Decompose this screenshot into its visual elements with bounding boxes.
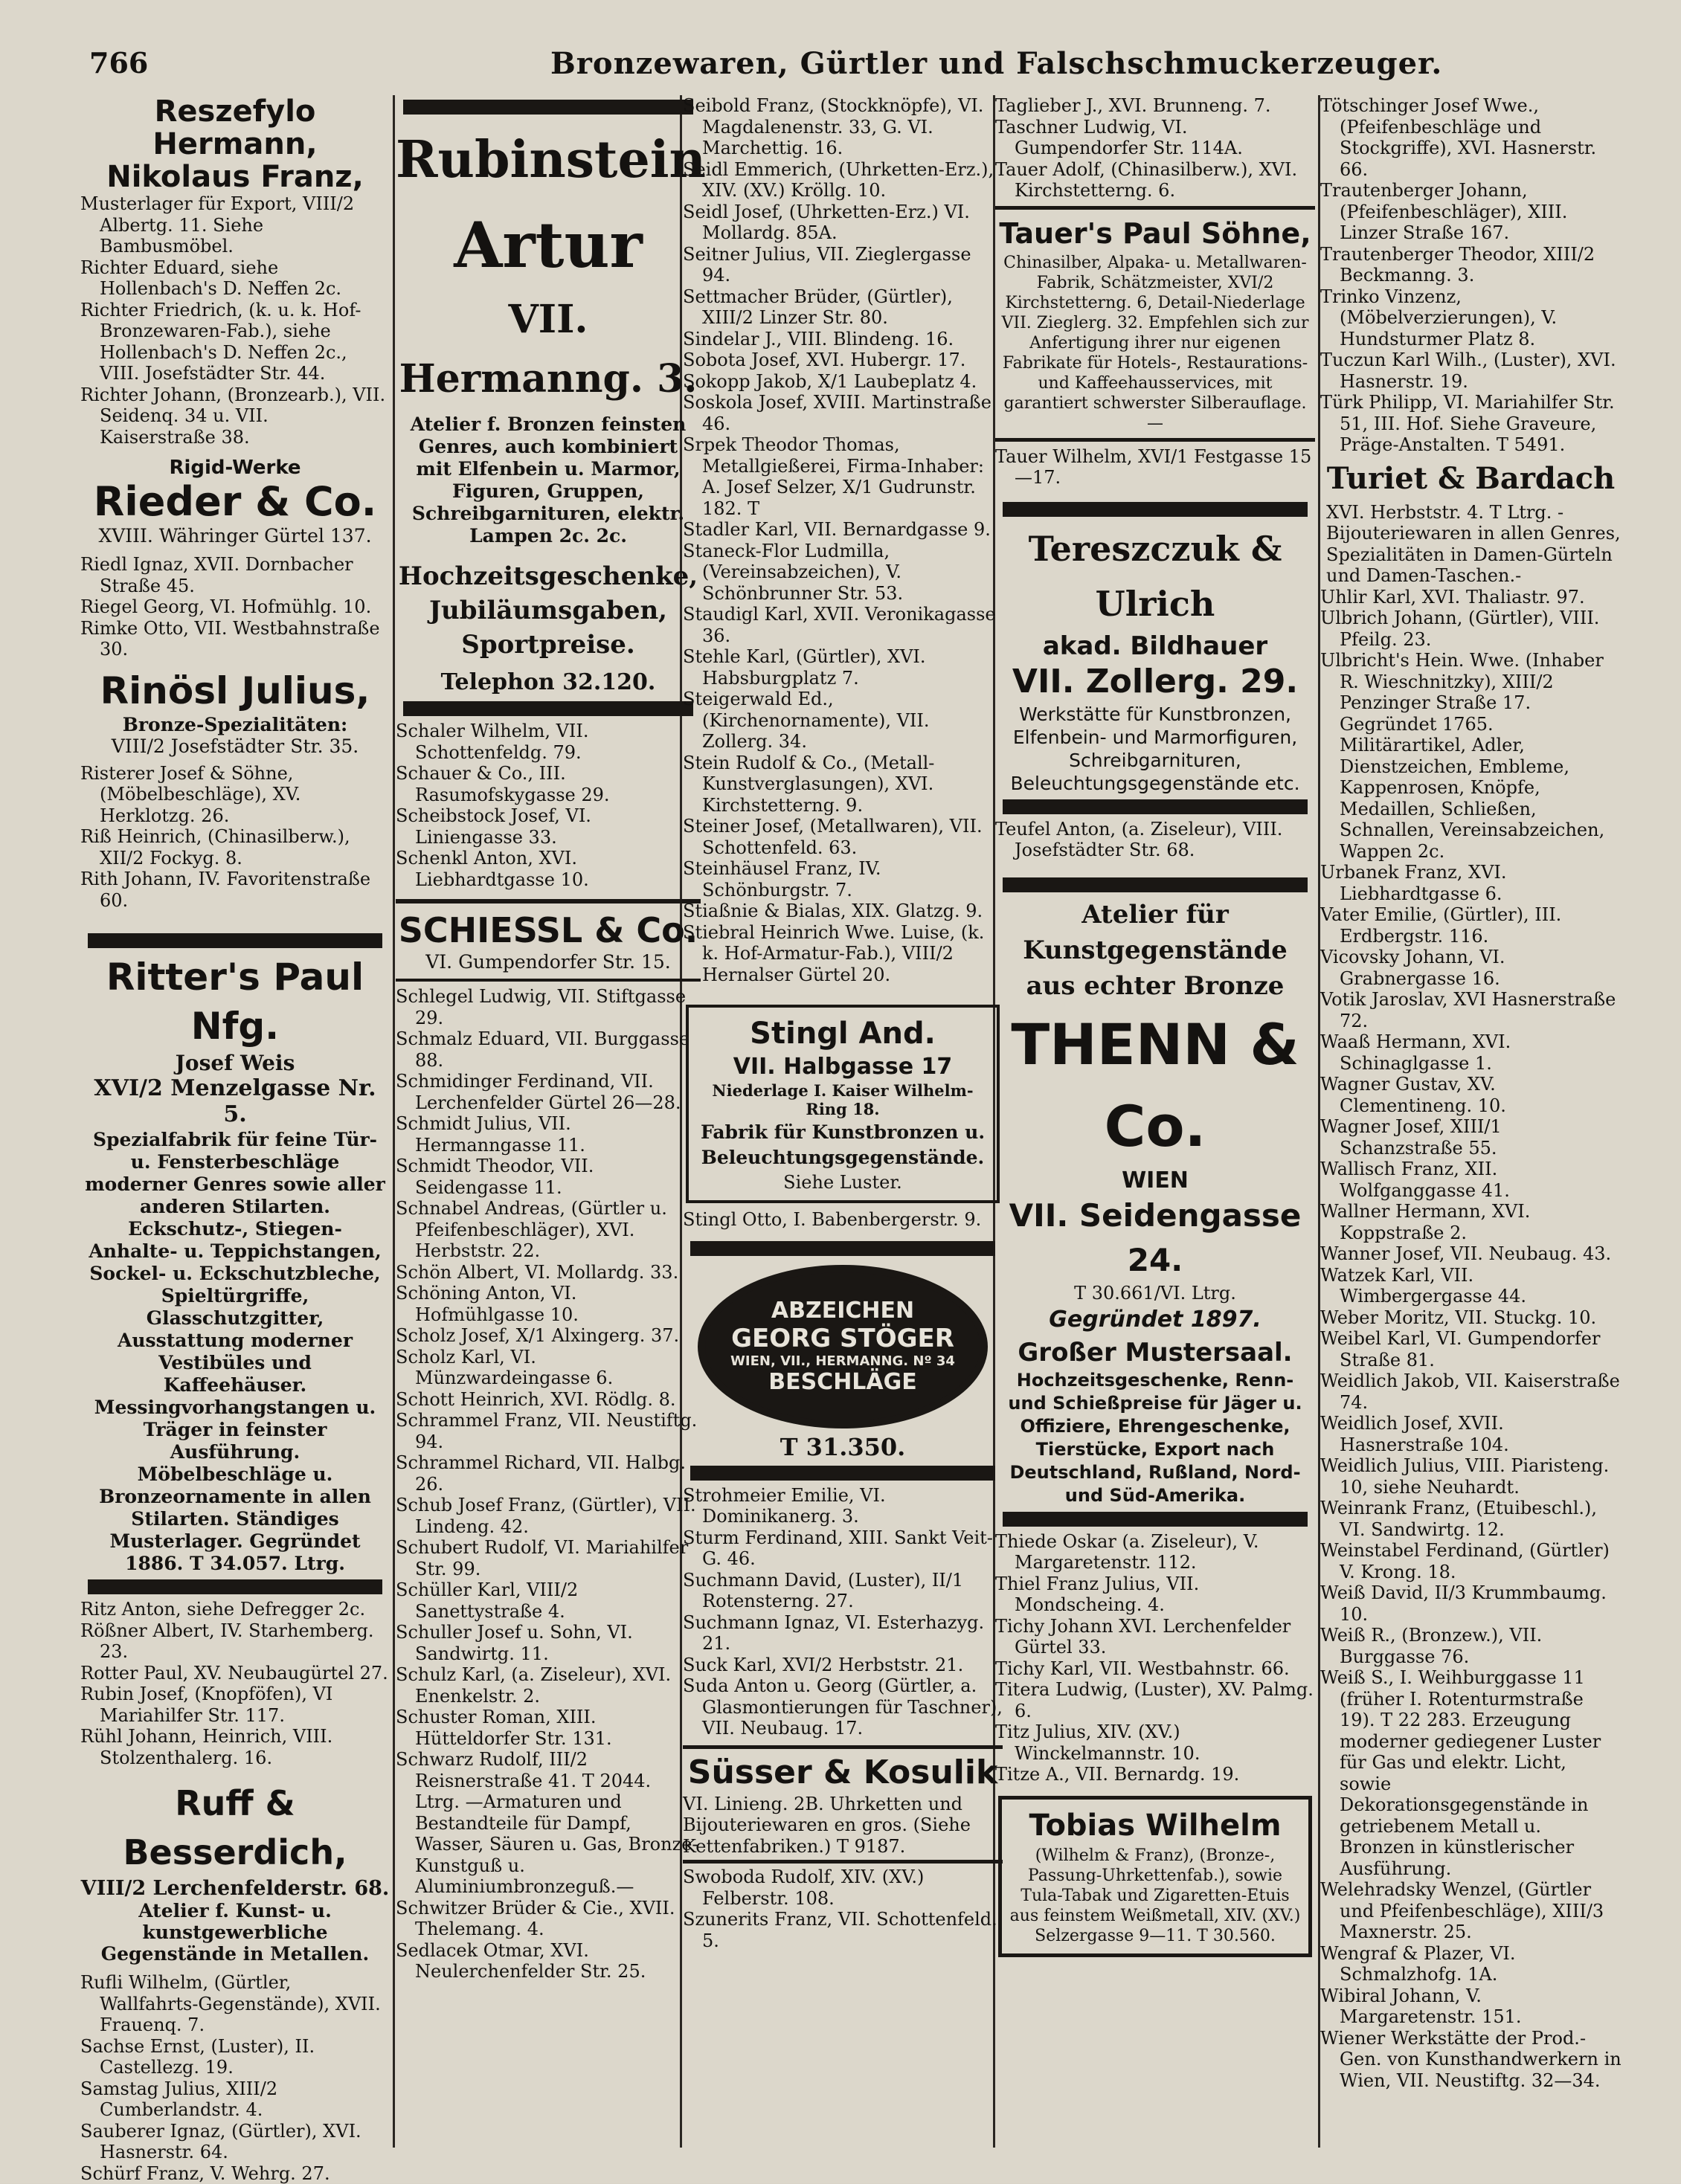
listing-entry: Suda Anton u. Georg (Gürtler, a. Glasmontierungen für Taschner), VII. Neubaug. 17.	[683, 1675, 1003, 1739]
page-title: Bronzewaren, Gürtler und Falschschmuckerzeuger.	[550, 46, 1442, 81]
listing-entry: Welehradsky Wenzel, (Gürtler und Pfeifenbeschläge), XIII/3 Maxnerstr. 25.	[1320, 1879, 1621, 1943]
listing-entry: Schwitzer Brüder & Cie., XVII. Thelemang. 4.	[396, 1898, 701, 1940]
listing-entry: Weinrank Franz, (Etuibeschl.), VI. Sandwirtg. 12.	[1320, 1498, 1621, 1540]
listing-entry: Sobota Josef, XVI. Hubergr. 17.	[683, 349, 1003, 371]
listing-entry: Srpek Theodor Thomas, Metallgießerei, Firma-Inhaber: A. Josef Selzer, X/1 Gudrunstr. 182. T	[683, 434, 1003, 519]
listing-entry: Urbanek Franz, XVI. Liebhardtgasse 6.	[1320, 862, 1621, 904]
ad-title: Turiet & Bardach	[1320, 456, 1621, 502]
ad-subtitle: Bronze-Spezialitäten:	[80, 714, 390, 735]
listing-entry: Scholz Josef, X/1 Alxingerg. 37.	[396, 1325, 701, 1347]
listing-entry: Türk Philipp, VI. Mariahilfer Str. 51, III. Hof. Siehe Graveure, Präge-Anstalten. T 5491.	[1320, 392, 1621, 456]
listing-entry: Scheibstock Josef, VI. Liniengasse 33.	[396, 805, 701, 848]
ad-top-bar	[690, 1241, 995, 1256]
ad-text: VI. Linieng. 2B. Uhrketten und Bijouteriewaren en gros. (Siehe Kettenfabriken.) T 9187.	[683, 1794, 1003, 1858]
column-rule	[393, 95, 395, 2148]
listing-entry: Seidl Josef, (Uhrketten-Erz.) VI. Mollardg. 85A.	[683, 202, 1003, 244]
listing-entry: Stiebral Heinrich Wwe. Luise, (k. k. Hof-Armatur-Fab.), VIII/2 Hernalser Gürtel 20.	[683, 922, 1003, 986]
listing-entry: Schnabel Andreas, (Gürtler u. Pfeifenbeschläger), XVI. Herbststr. 22.	[396, 1198, 701, 1262]
listing-entry: Trinko Vinzenz, (Möbelverzierungen), V. Hundsturmer Platz 8.	[1320, 286, 1621, 350]
listing-entry: Richter Eduard, siehe Hollenbach's D. Neffen 2c.	[80, 257, 390, 300]
listing-entry: Schmidt Theodor, VII. Seidengasse 11.	[396, 1156, 701, 1198]
ad-bottom-bar	[1003, 1512, 1308, 1527]
listing-entry: Rößner Albert, IV. Starhemberg. 23.	[80, 1620, 390, 1663]
ad-bottom-bar	[690, 1466, 995, 1481]
listing-entry: Schön Albert, VI. Mollardg. 33.	[396, 1262, 701, 1283]
listing-entry: Titera Ludwig, (Luster), XV. Palmg. 6.	[995, 1679, 1315, 1721]
ad-subtitle: Rigid-Werke	[80, 457, 390, 479]
listing-entry: Rühl Johann, Heinrich, VIII. Stolzenthalerg. 16.	[80, 1726, 390, 1768]
column-2	[396, 95, 701, 2148]
ad-address: VII. Hermanng. 3.	[396, 290, 701, 409]
listing-entry: Sedlacek Otmar, XVI. Neulerchenfelder Str. 25.	[396, 1940, 701, 1982]
ad-branch: Niederlage I. Kaiser Wilhelm-Ring 18.	[695, 1081, 991, 1118]
ad-title: Ruff & Besserdich,	[80, 1779, 390, 1877]
ad-subtitle: Großer Mustersaal.	[995, 1336, 1315, 1369]
ad-address: XVIII. Währinger Gürtel 137.	[80, 525, 390, 547]
listing-entry: Schauer & Co., III. Rasumofskygasse 29.	[396, 763, 701, 805]
ad-address: XVI/2 Menzelgasse Nr. 5.	[80, 1075, 390, 1127]
ad-address: VII. Zollerg. 29.	[995, 661, 1315, 703]
listing-entry: Tötschinger Josef Wwe., (Pfeifenbeschläge und Stockgriffe), XVI. Hasnerstr. 66.	[1320, 95, 1621, 180]
listing-entry: Rotter Paul, XV. Neubaugürtel 27.	[80, 1663, 390, 1684]
ad-text: Hochzeitsgeschenke, Renn- und Schießpreise für Jäger u. Offiziere, Ehrengeschenke, Tierstücke, Export nach Deutschland, Rußland, Nord- und Süd-Amerika.	[1000, 1369, 1311, 1507]
listing-entry: Weber Moritz, VII. Stuckg. 10.	[1320, 1307, 1621, 1329]
listing-entry: Weidlich Josef, XVII. Hasnerstraße 104.	[1320, 1413, 1621, 1455]
listing-entry: Suck Karl, XVI/2 Herbststr. 21.	[683, 1655, 1003, 1676]
ad-heading: Atelier für Kunstgegenstände aus echter Bronze	[995, 897, 1315, 1004]
listing-entry: Titze A., VII. Bernardg. 19.	[995, 1764, 1315, 1785]
ad-top-bar	[1003, 877, 1308, 892]
listing-entry: Steinhäusel Franz, IV. Schönburgstr. 7.	[683, 858, 1003, 901]
listing-entry: Taschner Ludwig, VI. Gumpendorfer Str. 114A.	[995, 117, 1315, 159]
listing-entry: Schulz Karl, (a. Ziseleur), XVI. Enenkelstr. 2.	[396, 1664, 701, 1707]
ad-text: XVI. Herbststr. 4. T Ltrg. -Bijouteriewaren in allen Genres, Spezialitäten in Damen-Gürteln und Damen-Taschen.-	[1320, 502, 1621, 587]
listing-entry: Sachse Ernst, (Luster), II. Castellezg. 19.	[80, 2036, 390, 2078]
listing-entry: Wiener Werkstätte der Prod.-Gen. von Kunsthandwerkern in Wien, VII. Neustiftg. 32—34.	[1320, 2028, 1621, 2092]
ad-text: Fabrik für Kunstbronzen u. Beleuchtungsgegenstände.	[695, 1120, 991, 1170]
badge-text: ABZEICHEN	[771, 1298, 914, 1324]
listing-entry: Rimke Otto, VII. Westbahnstraße 30.	[80, 618, 390, 660]
listing-entry: Rubin Josef, (Knopföfen), VI Mariahilfer Str. 117.	[80, 1684, 390, 1726]
listing-entry: Sokopp Jakob, X/1 Laubeplatz 4.	[683, 371, 1003, 393]
ad-top-rule	[396, 893, 701, 903]
listing-entry: Trautenberger Theodor, XIII/2 Beckmanng. 3.	[1320, 244, 1621, 286]
listing-entry: Weinstabel Ferdinand, (Gürtler) V. Krong. 18.	[1320, 1540, 1621, 1582]
listing-entry: Riegel Georg, VI. Hofmühlg. 10.	[80, 596, 390, 618]
listing-entry: Sturm Ferdinand, XIII. Sankt Veit-G. 46.	[683, 1527, 1003, 1570]
listing-entry: Weidlich Jakob, VII. Kaiserstraße 74.	[1320, 1370, 1621, 1413]
listing-entry: Uhlir Karl, XVI. Thaliastr. 97.	[1320, 587, 1621, 608]
listing-entry: Staneck-Flor Ludmilla, (Vereinsabzeichen), V. Schönbrunner Str. 53.	[683, 541, 1003, 605]
listing-entry: Ulbricht's Hein. Wwe. (Inhaber R. Wieschnitzky), XIII/2 Penzinger Straße 17. Gegründet 1765. Militärartikel, Adler, Dienstzeichen, Embleme, Kappenrosen, Knöpfe, Medaillen, Schließen, Schnallen, Vereinsabzeichen, Wappen 2c.	[1320, 650, 1621, 862]
listing-entry: Wibiral Johann, V. Margaretenstr. 151.	[1320, 1985, 1621, 2028]
listing-entry: Stiaßnie & Bialas, XIX. Glatzg. 9.	[683, 901, 1003, 922]
listing-entry: Titz Julius, XIV. (XV.) Winckelmannstr. 10.	[995, 1721, 1315, 1764]
ad-founded: Gegründet 1897.	[995, 1304, 1315, 1336]
listing-entry: Seibold Franz, (Stockknöpfe), VI. Magdalenenstr. 33, G. VI. Marchettig. 16.	[683, 95, 1003, 159]
listing-entry: Tauer Wilhelm, XVI/1 Festgasse 15—17.	[995, 446, 1315, 489]
ad-bottom-bar	[88, 1579, 382, 1594]
listing-entry: Watzek Karl, VII. Wimbergergasse 44.	[1320, 1265, 1621, 1307]
ad-bottom-bar	[1003, 799, 1308, 814]
ad-slogan: Hochzeitsgeschenke, Jubiläumsgaben, Sportpreise.	[396, 559, 701, 662]
listing-entry: Steigerwald Ed., (Kirchenornamente), VII. Zollerg. 34.	[683, 689, 1003, 753]
listing-entry: Schub Josef Franz, (Gürtler), VII. Lindeng. 42.	[396, 1495, 701, 1537]
ad-reference: Siehe Luster.	[695, 1172, 991, 1193]
tobias-ad	[998, 1796, 1312, 1957]
listing-entry: Wanner Josef, VII. Neubaug. 43.	[1320, 1243, 1621, 1265]
listing-entry: Stadler Karl, VII. Bernardgasse 9.	[683, 519, 1003, 541]
listing-entry: Thiede Oskar (a. Ziseleur), V. Margaretenstr. 112.	[995, 1531, 1315, 1573]
ad-owner: Josef Weis	[80, 1051, 390, 1075]
listing-entry: Tauer Adolf, (Chinasilberw.), XVI. Kirchstetterng. 6.	[995, 159, 1315, 202]
listing-entry: Ritz Anton, siehe Defregger 2c.	[80, 1599, 390, 1620]
listing-entry: Suchmann Ignaz, VI. Esterhazyg. 21.	[683, 1612, 1003, 1655]
listing-entry: Suchmann David, (Luster), II/1 Rotensterng. 27.	[683, 1570, 1003, 1612]
ad-address: VII. Halbgasse 17	[695, 1054, 991, 1080]
listing-entry: Tichy Karl, VII. Westbahnstr. 66.	[995, 1658, 1315, 1680]
listing-entry: Seidl Emmerich, (Uhrketten-Erz.), XIV. (XV.) Kröllg. 10.	[683, 159, 1003, 202]
listing-entry: Wallisch Franz, XII. Wolfganggasse 41.	[1320, 1159, 1621, 1201]
page-number: 766	[89, 46, 148, 80]
ad-top-bar	[1003, 502, 1308, 517]
listing-entry: Teufel Anton, (a. Ziseleur), VIII. Josefstädter Str. 68.	[995, 819, 1315, 861]
ad-text: Atelier f. Kunst- u. kunstgewerbliche Gegenstände in Metallen.	[80, 1900, 390, 1965]
listing-entry: Risterer Josef & Söhne, (Möbelbeschläge), XV. Herklotzg. 26.	[80, 763, 390, 827]
stoeger-badge-logo	[698, 1265, 988, 1428]
stingl-ad	[686, 1005, 1000, 1203]
listing-entry: Steiner Josef, (Metallwaren), VII. Schottenfeld. 63.	[683, 816, 1003, 858]
listing-entry: Schott Heinrich, XVI. Rödlg. 8.	[396, 1389, 701, 1411]
listing-entry: Samstag Julius, XIII/2 Cumberlandstr. 4.	[80, 2078, 390, 2121]
column-4	[995, 95, 1315, 2148]
ad-title: Tobias Wilhelm	[1008, 1807, 1302, 1844]
ad-phone: T 31.350.	[683, 1433, 1003, 1461]
ad-subtitle: akad. Bildhauer	[995, 631, 1315, 661]
listing-entry: Tichy Johann XVI. Lerchenfelder Gürtel 33.	[995, 1616, 1315, 1658]
listing-entry: Szunerits Franz, VII. Schottenfeld. 5.	[683, 1909, 1003, 1951]
badge-text: WIEN, VII., HERMANNG. Nº 34	[730, 1353, 955, 1369]
ad-title: Stingl And.	[695, 1015, 991, 1052]
listing-entry: Schuster Roman, XIII. Hütteldorfer Str. 131.	[396, 1707, 701, 1749]
listing-entry: Rith Johann, IV. Favoritenstraße 60.	[80, 869, 390, 911]
listing-entry: Sindelar J., VIII. Blindeng. 16.	[683, 329, 1003, 350]
ad-top-rule	[683, 1745, 1003, 1749]
listing-entry: Schmidinger Ferdinand, VII. Lerchenfelder Gürtel 26—28.	[396, 1071, 701, 1113]
listing-entry: Soskola Josef, XVIII. Martinstraße 46.	[683, 392, 1003, 434]
listing-entry: Wallner Hermann, XVI. Koppstraße 2.	[1320, 1201, 1621, 1243]
listing-entry: Swoboda Rudolf, XIV. (XV.) Felberstr. 108.	[683, 1866, 1003, 1909]
listing-entry: Schrammel Richard, VII. Halbg. 26.	[396, 1452, 701, 1495]
listing-entry: Stein Rudolf & Co., (Metall-Kunstverglasungen), XVI. Kirchstetterng. 9.	[683, 753, 1003, 816]
ad-address: VI. Gumpendorfer Str. 15.	[396, 951, 701, 973]
listing-entry: Schürf Franz, V. Wehrg. 27.	[80, 2163, 390, 2184]
column-1	[80, 95, 390, 2148]
listing-entry: Seitner Julius, VII. Zieglergasse 94.	[683, 244, 1003, 286]
ad-title: Süsser & Kosulik	[683, 1752, 1003, 1794]
ad-title: Ritter's Paul Nfg.	[80, 953, 390, 1051]
listing-entry: Staudigl Karl, XVII. Veronikagasse 36.	[683, 604, 1003, 646]
listing-entry: Schmidt Julius, VII. Hermanngasse 11.	[396, 1113, 701, 1156]
listing-entry: Schmalz Eduard, VII. Burggasse 88.	[396, 1028, 701, 1071]
page-header	[89, 46, 1592, 91]
listing-entry: Schaler Wilhelm, VII. Schottenfeldg. 79.	[396, 721, 701, 763]
ad-text: Spezialfabrik für feine Tür- u. Fensterbeschläge moderner Genres sowie aller anderen Stilarten. Eckschutz-, Stiegen-Anhalte- u. Teppichstangen, Sockel- u. Eckschutzbleche, Spieltürgriffe, Glasschutzgitter, Ausstattung moderner Vestibüles und Kaffeehäuser. Messingvorhangstangen u. Träger in feinster Ausführung. Möbelbeschläge u. Bronzeornamente in allen Stilarten. Ständiges Musterlager. Gegründet 1886. T 34.057. Ltrg.	[85, 1129, 385, 1575]
ad-title: Rieder & Co.	[80, 479, 390, 525]
ad-phone: Telephon 32.120.	[396, 669, 701, 695]
listing-entry: Riedl Ignaz, XVII. Dornbacher Straße 45.	[80, 554, 390, 596]
listing-entry: Trautenberger Johann, (Pfeifenbeschläger), XIII. Linzer Straße 167.	[1320, 180, 1621, 244]
listing-entry: Schrammel Franz, VII. Neustiftg. 94.	[396, 1410, 701, 1452]
ad-title: Rubinstein	[396, 119, 701, 201]
ad-city: WIEN	[995, 1167, 1315, 1194]
ad-phone: T 30.661/VI. Ltrg.	[995, 1283, 1315, 1304]
ad-text: Werkstätte für Kunstbronzen, Elfenbein- und Marmorfiguren, Schreibgarnituren, Beleuchtungsgegenstände etc.	[1000, 703, 1311, 795]
listing-entry: Strohmeier Emilie, VI. Dominikanerg. 3.	[683, 1485, 1003, 1527]
listing-entry: Taglieber J., XVI. Brunneng. 7.	[995, 95, 1315, 117]
listing-entry: Wagner Josef, XIII/1 Schanzstraße 55.	[1320, 1116, 1621, 1159]
ad-text: Chinasilber, Alpaka- u. Metallwaren-Fabrik, Schätzmeister, XVI/2 Kirchstetterng. 6, Detail-Niederlage VII. Zieglerg. 32. Empfehlen sich zur Anfertigung ihrer nur eigenen Fabrikate für Hotels-, Restaurations- und Kaffeehausservices, mit garantiert schwerster Silberauflage.—	[998, 253, 1312, 434]
listing-entry: Richter Friedrich, (k. u. k. Hof-Bronzewaren-Fab.), siehe Hollenbach's D. Neffen 2c., VIII. Josefstädter Str. 44.	[80, 300, 390, 384]
listing-entry: Musterlager für Export, VIII/2 Albertg. 11. Siehe Bambusmöbel.	[80, 193, 390, 257]
ad-title: Artur	[396, 201, 701, 290]
listing-entry: Schubert Rudolf, VI. Mariahilfer Str. 99.	[396, 1537, 701, 1579]
listing-entry: Weiß David, II/3 Krummbaumg. 10.	[1320, 1582, 1621, 1625]
listing-entry: Weiß R., (Bronzew.), VII. Burggasse 76.	[1320, 1625, 1621, 1667]
listing-entry: Rufli Wilhelm, (Gürtler, Wallfahrts-Gegenstände), XVII. Frauenq. 7.	[80, 1972, 390, 2036]
listing-entry: Sauberer Ignaz, (Gürtler), XVI. Hasnerstr. 64.	[80, 2121, 390, 2163]
badge-text: BESCHLÄGE	[768, 1369, 917, 1395]
listing-entry: Schüller Karl, VIII/2 Sanettystraße 4.	[396, 1579, 701, 1622]
listing-entry: Weidlich Julius, VIII. Piaristeng. 10, siehe Neuhardt.	[1320, 1455, 1621, 1498]
ad-address: VII. Seidengasse 24.	[995, 1194, 1315, 1283]
listing-entry: Vicovsky Johann, VI. Grabnergasse 16.	[1320, 947, 1621, 989]
listing-entry: Tuczun Karl Wilh., (Luster), XVI. Hasnerstr. 19.	[1320, 349, 1621, 392]
ad-text: (Wilhelm & Franz), (Bronze-, Passung-Uhrkettenfab.), sowie Tula-Tabak und Zigaretten-Etuis aus feinstem Weißmetall, XIV. (XV.) Selzergasse 9—11. T 30.560.	[1008, 1846, 1302, 1946]
listing-entry: Stehle Karl, (Gürtler), XVI. Habsburgplatz 7.	[683, 646, 1003, 689]
listing-entry: Schöning Anton, VI. Hofmühlgasse 10.	[396, 1283, 701, 1325]
ad-title: Tereszczuk & Ulrich	[995, 521, 1315, 631]
badge-text: GEORG STÖGER	[731, 1324, 954, 1353]
ad-address: VIII/2 Josefstädter Str. 35.	[80, 735, 390, 757]
listing-entry: Scholz Karl, VI. Münzwardeingasse 6.	[396, 1347, 701, 1389]
listing-entry: Richter Johann, (Bronzearb.), VII. Seidenq. 34 u. VII. Kaiserstraße 38.	[80, 384, 390, 448]
ad-bottom-rule	[995, 438, 1315, 442]
listing-name: Nikolaus Franz,	[80, 161, 390, 193]
listing-entry: Wagner Gustav, XV. Clementineng. 10.	[1320, 1074, 1621, 1116]
listing-entry: Stingl Otto, I. Babenbergerstr. 9.	[683, 1209, 1003, 1231]
ad-title: Rinösl Julius,	[80, 668, 390, 714]
listing-entry: Settmacher Brüder, (Gürtler), XIII/2 Linzer Str. 80.	[683, 286, 1003, 329]
listing-name: Reszefylo Hermann,	[80, 95, 390, 161]
listing-entry: Schlegel Ludwig, VII. Stiftgasse 29.	[396, 986, 701, 1028]
ad-top-bar	[403, 100, 693, 115]
listing-entry: Votik Jaroslav, XVI Hasnerstraße 72.	[1320, 989, 1621, 1031]
ad-bottom-rule	[683, 1860, 1003, 1864]
column-5	[1320, 95, 1621, 2148]
listing-entry: Vater Emilie, (Gürtler), III. Erdbergstr. 116.	[1320, 904, 1621, 947]
listing-entry: Ulbrich Johann, (Gürtler), VIII. Pfeilg. 23.	[1320, 608, 1621, 650]
ad-bottom-rule	[396, 979, 701, 982]
ad-title: SCHIESSL & Co.	[396, 909, 701, 951]
ad-address: VIII/2 Lerchenfelderstr. 68.	[80, 1877, 390, 1900]
ad-title: THENN & Co.	[995, 1004, 1315, 1167]
ad-top-bar	[88, 933, 382, 948]
ad-bottom-bar	[403, 701, 693, 716]
listing-entry: Schenkl Anton, XVI. Liebhardtgasse 10.	[396, 848, 701, 890]
listing-entry: Schwarz Rudolf, III/2 Reisnerstraße 41. T 2044. Ltrg. —Armaturen und Bestandteile für Dampf, Wasser, Säuren u. Gas, Bronze-Kunstguß u. Aluminiumbronzeguß.—	[396, 1749, 701, 1898]
column-3	[683, 95, 1003, 2148]
listing-entry: Weibel Karl, VI. Gumpendorfer Straße 81.	[1320, 1328, 1621, 1370]
listing-entry: Waaß Hermann, XVI. Schinaglgasse 1.	[1320, 1031, 1621, 1074]
ad-top-rule	[995, 206, 1315, 210]
ad-title: Tauer's Paul Söhne,	[995, 214, 1315, 253]
listing-entry: Weiß S., I. Weihburggasse 11 (früher I. Rotenturmstraße 19). T 22 283. Erzeugung moderner gediegener Luster für Gas und elektr. Licht, sowie Dekorationsgegenstände in getriebenem Metall u. Bronzen in künstlerischer Ausführung.	[1320, 1667, 1621, 1879]
listing-entry: Thiel Franz Julius, VII. Mondscheing. 4.	[995, 1573, 1315, 1616]
listing-entry: Schuller Josef u. Sohn, VI. Sandwirtg. 11.	[396, 1622, 701, 1664]
ad-text: Atelier f. Bronzen feinsten Genres, auch kombiniert mit Elfenbein u. Marmor, Figuren, Gruppen, Schreibgarnituren, elektr. Lampen 2c. 2c.	[399, 413, 698, 547]
listing-entry: Wengraf & Plazer, VI. Schmalzhofg. 1A.	[1320, 1943, 1621, 1985]
listing-entry: Riß Heinrich, (Chinasilberw.), XII/2 Fockyg. 8.	[80, 826, 390, 869]
